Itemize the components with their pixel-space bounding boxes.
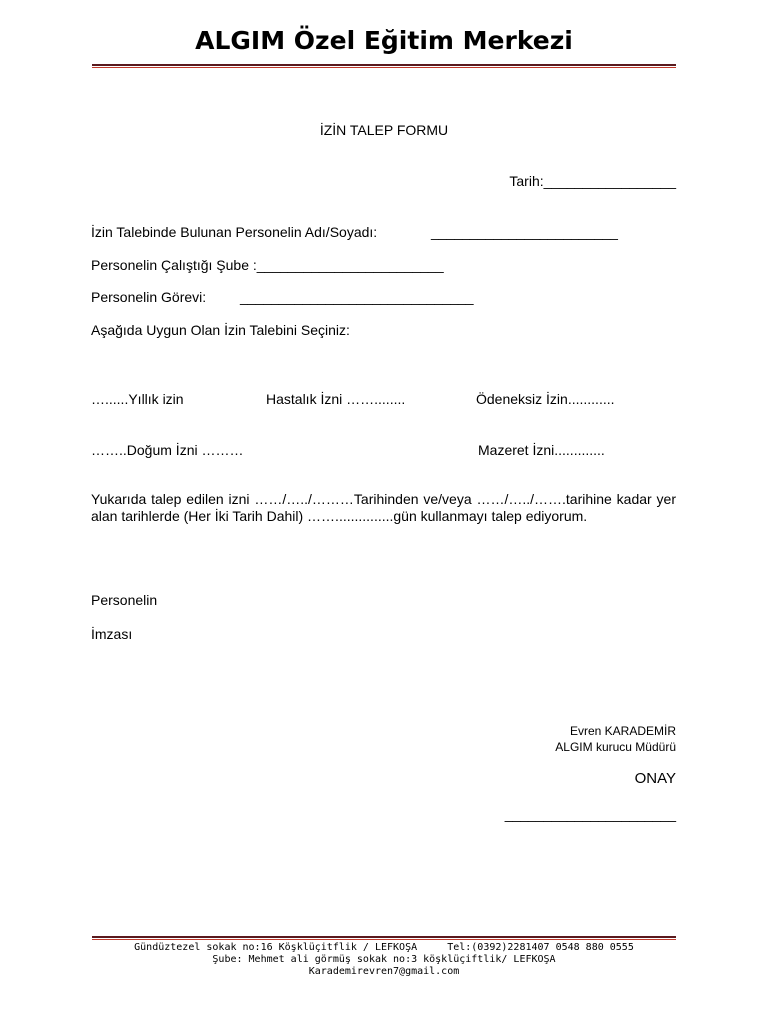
- header-title: ALGIM Özel Eğitim Merkezi: [195, 26, 573, 55]
- header-rule-dark: [92, 64, 676, 66]
- request-paragraph: Yukarıda talep edilen izni ……/…../………Tarihinden ve/veya ……/…../…….tarihine kadar yer alan tarihlerde (Her İki Tarih Dahil) ……...............gün kullanmayı talep ediyorum.: [91, 491, 676, 524]
- form-title: İZİN TALEP FORMU: [319, 122, 449, 138]
- signature-label: İmzası: [91, 626, 133, 642]
- name-label: İzin Talebinde Bulunan Personelin Adı/Soyadı:: [91, 224, 378, 240]
- footer-email[interactable]: Karademirevren7@gmail.com: [308, 966, 460, 977]
- option-annual-leave[interactable]: …......Yıllık izin: [91, 391, 184, 407]
- footer-rule-red: [92, 939, 676, 940]
- footer-rule-dark: [92, 936, 676, 938]
- branch-field[interactable]: Personelin Çalıştığı Şube :________________________: [91, 257, 444, 273]
- duty-field[interactable]: ______________________________: [240, 289, 474, 305]
- duty-label: Personelin Görevi:: [91, 289, 207, 305]
- manager-title: ALGIM kurucu Müdürü: [555, 740, 676, 754]
- footer-branch: Şube: Mehmet ali görmüş sokak no:3 köşklüçiftlik/ LEFKOŞA: [212, 954, 556, 965]
- staff-label: Personelin: [91, 592, 158, 608]
- option-excuse-leave[interactable]: Mazeret İzni.............: [478, 442, 605, 458]
- option-sick-leave[interactable]: Hastalık İzni ……........: [266, 391, 406, 407]
- option-unpaid-leave[interactable]: Ödeneksiz İzin............: [476, 391, 615, 407]
- footer-address: Gündüztezel sokak no:16 Köşklüçitflik / LEFKOŞA Tel:(0392)2281407 0548 880 0555: [134, 942, 634, 953]
- approval-label: ONAY: [634, 770, 676, 787]
- date-field[interactable]: Tarih:_________________: [509, 173, 676, 189]
- name-field[interactable]: ________________________: [431, 224, 618, 240]
- option-maternity-leave[interactable]: ……..Doğum İzni ………: [91, 442, 244, 458]
- manager-name: Evren KARADEMİR: [569, 724, 676, 738]
- approval-field[interactable]: ______________________: [504, 806, 676, 822]
- select-prompt: Aşağıda Uygun Olan İzin Talebini Seçiniz:: [91, 322, 350, 338]
- header-rule-red: [92, 67, 676, 68]
